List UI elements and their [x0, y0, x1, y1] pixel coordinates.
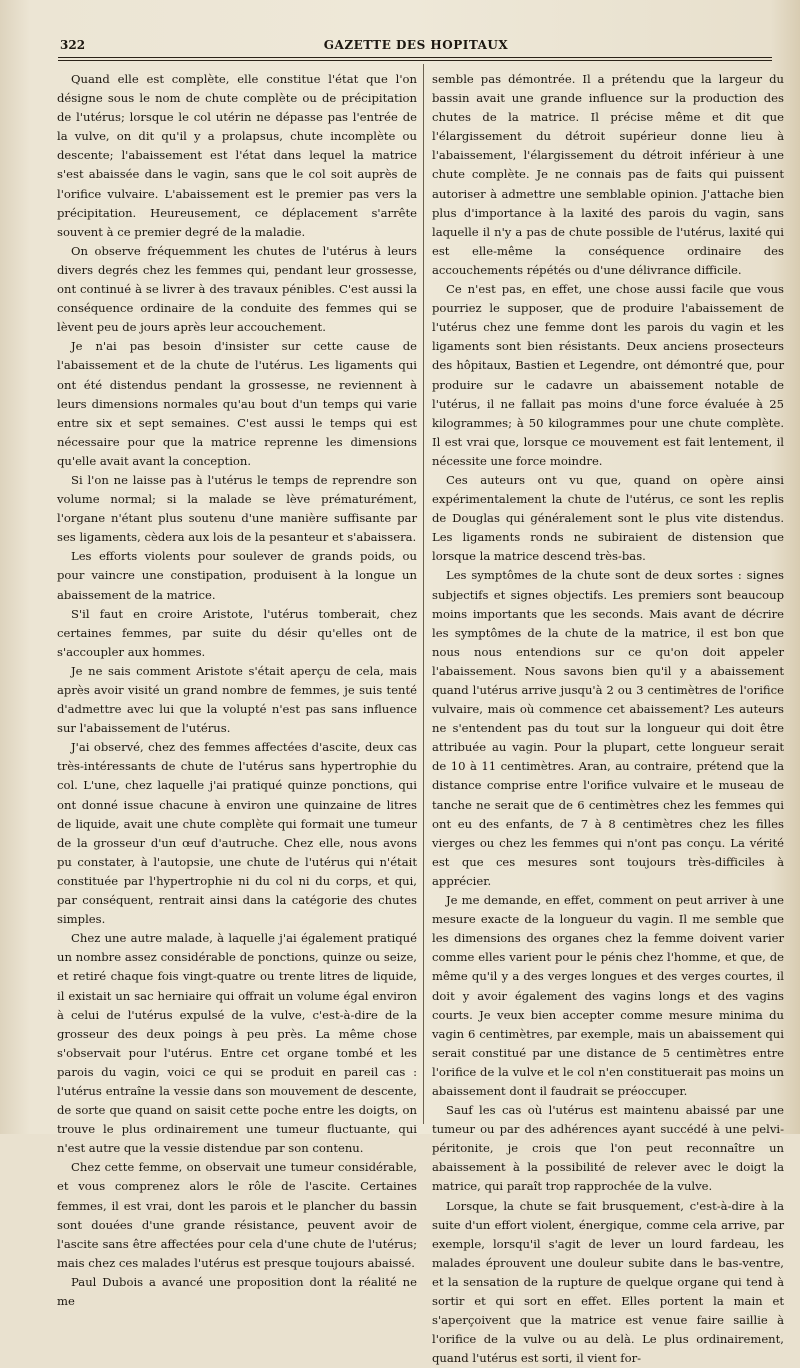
- paragraph: Je ne sais comment Aristote s'était aperçu de cela, mais après avoir visité un grand nombre de femmes, je suis tenté d'admettre avec lui que la volupté n'est pas sans influence sur l'abaissement de l'utérus.: [57, 663, 417, 736]
- paragraph: Les efforts violents pour soulever de grands poids, ou pour vaincre une constipation, produisent à la longue un abaissement de la matrice.: [57, 549, 417, 602]
- left-column: [57, 70, 417, 1308]
- paragraph: Lorsque, la chute se fait brusquement, c'est-à-dire à la suite d'un effort violent, énergique, comme cela arrive, par exemple, lorsqu'il s'agit de lever un lourd fardeau, les malades éprouvent une douleur subite dans le bas-ventre, et la sensation de la rupture de quelque organe qui tend à sortir et qui sort en effet. Elles portent la main et s'aperçoivent que la matrice est venue faire saillie à l'orifice de la vulve ou au delà. Le plus ordinairement, quand l'utérus est sorti, il vient for-: [432, 1198, 784, 1366]
- paragraph: Paul Dubois a avancé une proposition dont la réalité ne me: [57, 1274, 417, 1308]
- paragraph: Les symptômes de la chute sont de deux sortes : signes subjectifs et signes objectifs. Les premiers sont beaucoup moins importants que les seconds. Mais avant de décrire les symptômes de la chute de la matrice, il est bon que nous nous entendions sur ce qu'on doit appeler l'abaissement. Nous savons bien qu'il y a abaissement quand l'utérus arrive jusqu'à 2 ou 3 centimètres de l'orifice vulvaire, mais où commence cet abaissement? Les auteurs ne s'entendent pas du tout sur la longueur qui doit être attribuée au vagin. Pour la plupart, cette longueur serait de 10 à 11 centimètres. Aran, au contraire, prétend que la distance comprise entre l'orifice vulvaire et le museau de tanche ne serait que de 6 centimètres chez les femmes qui ont eu des enfants, de 7 à 8 centimètres chez les filles vierges ou chez les femmes qui n'ont pas conçu. La vérité est que ces mesures sont toujours très-difficiles à apprécier.: [432, 568, 784, 888]
- paragraph: Sauf les cas où l'utérus est maintenu abaissé par une tumeur ou par des adhérences ayant succédé à une pelvi-péritonite, je crois que l'on peut reconnaître un abaissement à la possibilité de relever avec le doigt la matrice, qui paraît trop rapprochée de la vulve.: [432, 1103, 784, 1194]
- header-rule: [58, 57, 772, 58]
- paragraph: Chez une autre malade, à laquelle j'ai également pratiqué un nombre assez considérable de ponctions, quinze ou seize, et retiré chaque fois vingt-quatre ou trente litres de liquide, il existait un sac herniaire qui offrait un volume égal environ à celui de l'utérus expulsé de la vulve, c'est-à-dire de la grosseur des deux poings à peu près. La même chose s'observait pour l'utérus. Entre cet organe tombé et les parois du vagin, voici ce qui se produit en pareil cas : l'utérus entraîne la vessie dans son mouvement de descente, de sorte que quand on saisit cette poche entre les doigts, on trouve le plus ordinairement une tumeur fluctuante, qui n'est autre que la vessie distendue par son contenu.: [57, 931, 417, 1156]
- right-column: [432, 70, 784, 1366]
- paragraph: Si l'on ne laisse pas à l'utérus le temps de reprendre son volume normal; si la malade se lève prématurément, l'organe n'étant plus soutenu d'une manière suffisante par ses ligaments, cèdera aux lois de la pesanteur et s'abaissera.: [57, 472, 417, 545]
- paragraph: On observe fréquemment les chutes de l'utérus à leurs divers degrés chez les femmes qui, pendant leur grossesse, ont continué à se livrer à des travaux pénibles. C'est aussi la conséquence ordinaire de la conduite des femmes qui se lèvent peu de jours après leur accouchement.: [57, 243, 417, 335]
- paragraph: Ce n'est pas, en effet, une chose aussi facile que vous pourriez le supposer, que de produire l'abaissement de l'utérus chez une femme dont les parois du vagin et les ligaments sont bien résistants. Deux anciens prosecteurs des hôpitaux, Bastien et Legendre, ont démontré que, pour produire sur le cadavre un abaissement notable de l'utérus, il ne fallait pas moins d'une force évaluée à 25 kilogrammes; à 50 kilogrammes pour une chute complète. Il est vrai que, lorsque ce mouvement est fait lentement, il nécessite une force moindre.: [432, 282, 784, 468]
- paragraph: J'ai observé, chez des femmes affectées d'ascite, deux cas très-intéressants de chute de l'utérus sans hypertrophie du col. L'une, chez laquelle j'ai pratiqué quinze ponctions, qui ont donné issue chacune à environ une quinzaine de litres de liquide, avait une chute complète qui formait une tumeur de la grosseur d'un œuf d'autruche. Chez elle, nous avons pu constater, à l'autopsie, une chute de l'utérus qui n'était constituée par l'hypertrophie ni du col ni du corps, et qui, par conséquent, rentrait ainsi dans la catégorie des chutes simples.: [57, 740, 417, 927]
- column-divider: [423, 64, 424, 1124]
- paragraph: Ces auteurs ont vu que, quand on opère ainsi expérimentalement la chute de l'utérus, ce sont les replis de Douglas qui généralement sont le plus vite distendus. Les ligaments ronds ne subiraient de distension que lorsque la matrice descend très-bas.: [432, 472, 784, 564]
- header-rule-double: [58, 60, 772, 61]
- page-header: [60, 36, 772, 56]
- paragraph: Chez cette femme, on observait une tumeur considérable, et vous comprenez alors le rôle de l'ascite. Certaines femmes, il est vrai, dont les parois et le plancher du bassin sont douées d'une grande résistance, peuvent avoir de l'ascite sans être affectées pour cela d'une chute de l'utérus; mais chez ces malades l'utérus est presque toujours abaissé.: [57, 1160, 417, 1270]
- paragraph: Je me demande, en effet, comment on peut arriver à une mesure exacte de la longueur du vagin. Il me semble que les dimensions des organes chez la femme doivent varier comme elles varient pour le pénis chez l'homme, et que, de même qu'il y a des verges longues et des verges courtes, il doit y avoir également des vagins longs et des vagins courts. Je veux bien accepter comme mesure minima du vagin 6 centimètres, par exemple, mais un abaissement qui serait constitué par une distance de 5 centimètres entre l'orifice de la vulve et le col n'en constituerait pas moins un abaissement dont il faudrait se préoccuper.: [432, 893, 784, 1098]
- paragraph: Je n'ai pas besoin d'insister sur cette cause de l'abaissement et de la chute de l'utérus. Les ligaments qui ont été distendus pendant la grossesse, ne reviennent à leurs dimensions normales qu'au bout d'un temps qui varie entre six et sept semaines. C'est aussi le temps qui est nécessaire pour que la matrice reprenne les dimensions qu'elle avait avant la conception.: [57, 339, 417, 468]
- paragraph: semble pas démontrée. Il a prétendu que la largeur du bassin avait une grande influence sur la production des chutes de la matrice. Il précise même et dit que l'élargissement du détroit supérieur donne lieu à l'abaissement, l'élargissement du détroit inférieur à une chute complète. Je ne connais pas de faits qui puissent autoriser à admettre une semblable opinion. J'attache bien plus d'importance à la laxité des parois du vagin, sans laquelle il n'y a pas de chute possible de l'utérus, laxité qui est elle-même la conséquence ordinaire des accouchements répétés ou d'une délivrance difficile.: [432, 72, 784, 277]
- paragraph: S'il faut en croire Aristote, l'utérus tomberait, chez certaines femmes, par suite du désir qu'elles ont de s'accoupler aux hommes.: [57, 606, 417, 659]
- paragraph: Quand elle est complète, elle constitue l'état que l'on désigne sous le nom de chute complète ou de précipitation de l'utérus; lorsque le col utérin ne dépasse pas l'entrée de la vulve, on dit qu'il y a prolapsus, chute incomplète ou descente; l'abaissement est l'état dans lequel la matrice s'est abaissée dans le vagin, sans que le col soit auprès de l'orifice vulvaire. L'abaissement est le premier pas vers la précipitation. Heureusement, ce déplacement s'arrête souvent à ce premier degré de la maladie.: [57, 72, 417, 239]
- journal-title: GAZETTE DES HOPITAUX: [323, 38, 509, 52]
- page-number: 322: [60, 38, 86, 52]
